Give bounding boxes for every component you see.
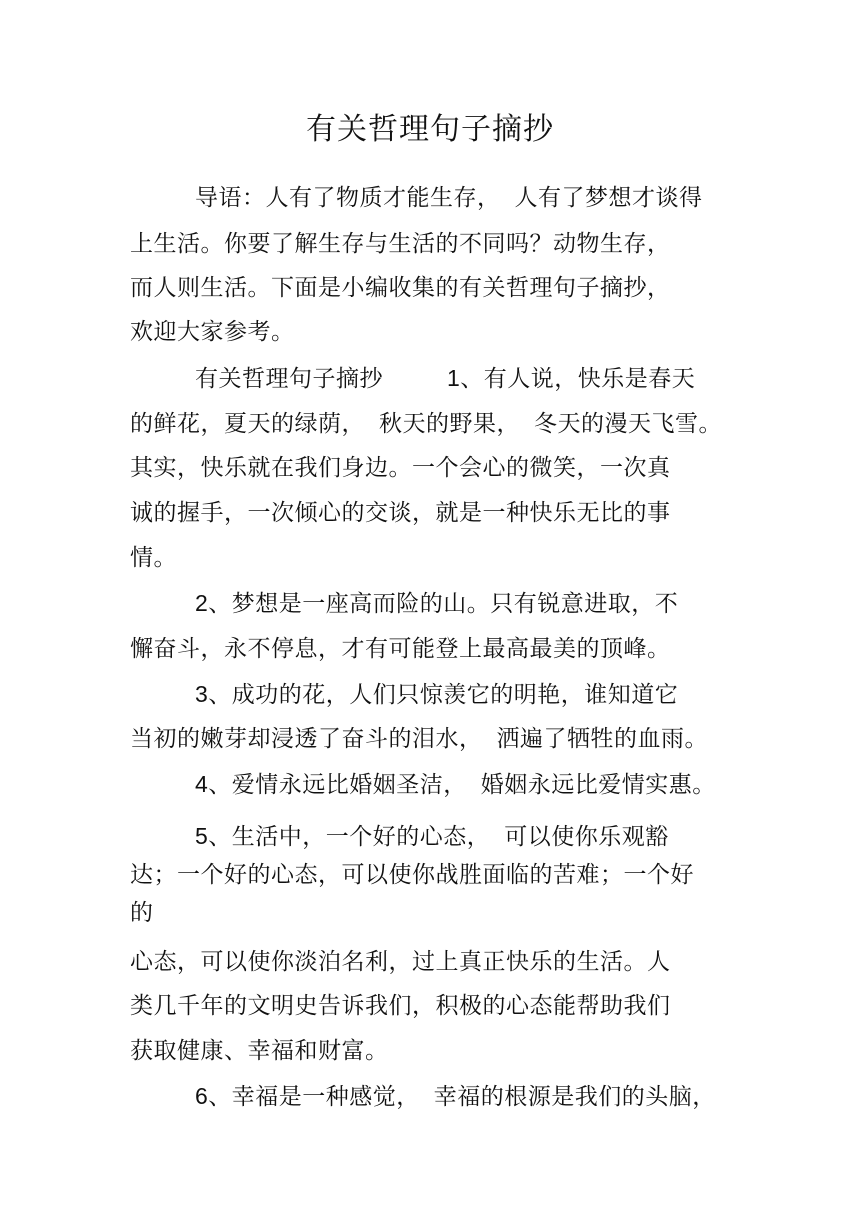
item-1-line-3: 其实，快乐就在我们身边。一个会心的微笑，一次真 [130,455,671,481]
intro-text: 导语：人有了物质才能生存， [195,185,501,211]
item-2-line-1 [195,587,795,620]
item-3-text: 洒遍了牺牲的血雨。 [496,726,708,752]
intro-line-3: 而人则生活。下面是小编收集的有关哲理句子摘抄， [130,275,671,301]
item-3-line-1 [195,678,795,711]
item-4-text: 、爱情永远比婚姻圣洁， [208,772,467,798]
section-heading: 有关哲理句子摘抄 [195,366,383,392]
item-5-line-6: 获取健康、幸福和财富。 [130,1038,389,1064]
item-4-number: 4 [195,771,209,797]
item-4-text: 婚姻永远比爱情实惠。 [480,772,716,798]
item-1-line-5: 情。 [130,545,177,571]
item-5-line-3: 的 [130,900,154,926]
item-5-text: 可以使你乐观豁 [504,824,669,850]
item-5-text: 、生活中，一个好的心态， [208,824,491,850]
item-1-line-2 [130,408,730,440]
item-6-text: 、幸福是一种感觉， [208,1084,420,1110]
item-1-text: 冬天的漫天飞雪。 [534,411,722,437]
intro-line-1 [195,182,795,214]
item-5-line-4: 心态，可以使你淡泊名利，过上真正快乐的生活。人 [130,949,671,975]
document-title: 有关哲理句子摘抄 [306,112,554,147]
item-1-text: 、有人说，快乐是春天 [460,366,696,392]
item-3-number: 3 [195,681,209,707]
intro-line-4: 欢迎大家参考。 [130,319,295,345]
item-1-line-1 [195,362,795,395]
item-3-text: 当初的嫩芽却浸透了奋斗的泪水， [130,726,483,752]
item-6-line-1 [195,1080,795,1113]
item-6-number: 6 [195,1083,209,1109]
item-5-line-1 [195,820,795,853]
item-2-number: 2 [195,590,209,616]
item-2-text: 、梦想是一座高而险的山。只有锐意进取，不 [208,591,679,617]
intro-line-2: 上生活。你要了解生存与生活的不同吗？动物生存， [130,231,671,257]
item-3-text: 、成功的花，人们只惊羡它的明艳，谁知道它 [208,682,679,708]
item-2-line-2: 懈奋斗，永不停息，才有可能登上最高最美的顶峰。 [130,636,671,662]
item-4-line-1 [195,768,795,801]
item-1-line-4: 诚的握手，一次倾心的交谈，就是一种快乐无比的事 [130,500,671,526]
item-5-line-2: 达；一个好的心态，可以使你战胜面临的苦难；一个好 [130,862,694,888]
item-6-text: 幸福的根源是我们的头脑， [433,1084,716,1110]
item-1-number: 1 [447,365,461,391]
item-1-text: 的鲜花，夏天的绿荫， [130,411,365,437]
item-5-line-5: 类几千年的文明史告诉我们，积极的心态能帮助我们 [130,993,671,1019]
intro-text: 人有了梦想才谈得 [514,185,703,211]
item-3-line-2 [130,723,730,755]
item-5-number: 5 [195,823,209,849]
item-1-text: 秋天的野果， [379,411,520,437]
